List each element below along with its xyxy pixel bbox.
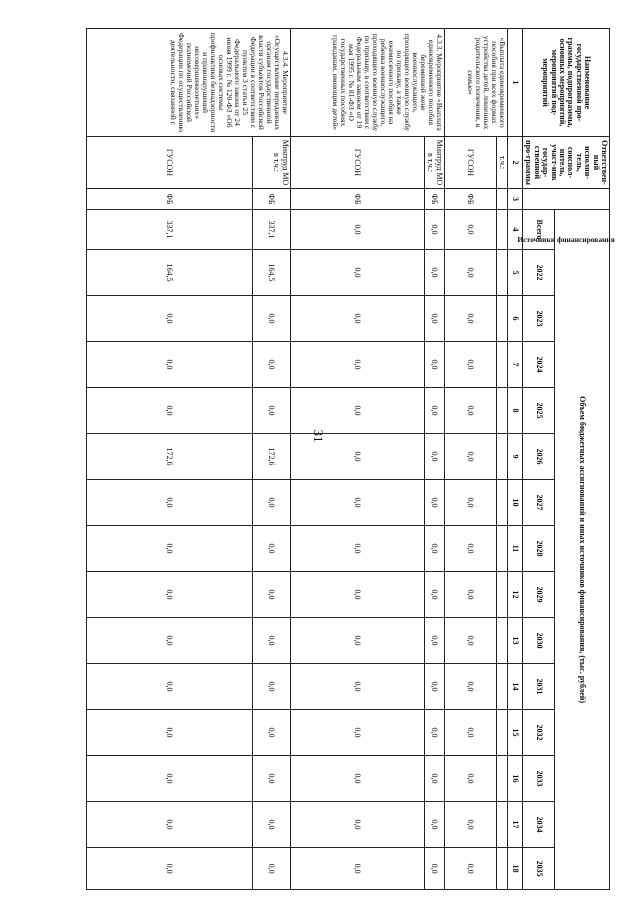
value-cell: 0,0 — [444, 618, 496, 664]
header-year: 2034 — [523, 802, 555, 848]
value-cell: 0,0 — [252, 710, 290, 756]
value-cell: 0,0 — [424, 250, 444, 296]
column-number: 3 — [508, 189, 523, 210]
header-year: 2033 — [523, 756, 555, 802]
value-cell: 0,0 — [424, 848, 444, 890]
table-row — [424, 29, 444, 890]
responsible: ГУСОН — [444, 137, 496, 189]
header-year: 2032 — [523, 710, 555, 756]
value-cell: 0,0 — [290, 526, 424, 572]
value-cell: 0,0 — [424, 572, 444, 618]
value-cell: 0,0 — [444, 342, 496, 388]
measure-name: 4.3.4. Мероприятие «Осуществление переданных органам государственной власти субъектов Российской Федерации в соответствии с пунктом 3 статьи 25 Федерального закона от 24 июня 1999 г. № 120-ФЗ «Об основах системы профилактики безнадзорности и правонарушений несовершеннолетних» полномочий Российской Федерации по осуществлению деятельности, связанной с — [86, 29, 290, 137]
column-number: 4 — [508, 210, 523, 250]
column-number: 12 — [508, 572, 523, 618]
measure-name: 4.3.3. Мероприятие «Выплата единовременного пособия беременной жене военнослужащего, проходящего военную службу по призыву, а также ежемесячного пособия на ребенка военнослужащего, проходящего военную службу по призыву, в соответствии с Федеральным законом от 19 мая 1995 г. № 81-ФЗ «О государственных пособиях гражданам, имеющим детей» — [290, 29, 444, 137]
column-number: 9 — [508, 434, 523, 480]
header-year: 2024 — [523, 342, 555, 388]
header-total: Всего — [523, 210, 555, 250]
value-cell: 172,6 — [86, 434, 252, 480]
value-cell: 0,0 — [424, 526, 444, 572]
value-cell: 0,0 — [252, 296, 290, 342]
funding-source: ФБ — [444, 189, 496, 210]
column-number: 13 — [508, 618, 523, 664]
column-number: 7 — [508, 342, 523, 388]
value-cell: 0,0 — [86, 572, 252, 618]
table-row — [290, 29, 424, 890]
column-number: 15 — [508, 710, 523, 756]
header-year: 2026 — [523, 434, 555, 480]
value-cell: 172,6 — [252, 434, 290, 480]
value-cell: 0,0 — [252, 342, 290, 388]
value-cell: 0,0 — [86, 526, 252, 572]
column-number: 2 — [508, 137, 523, 189]
value-cell: 0,0 — [86, 296, 252, 342]
funding-table — [86, 28, 616, 890]
value-cell: 0,0 — [252, 756, 290, 802]
header-year: 2023 — [523, 296, 555, 342]
value-cell: 0,0 — [444, 572, 496, 618]
value-cell: 0,0 — [290, 756, 424, 802]
table-row — [444, 29, 496, 890]
value-cell: 0,0 — [424, 756, 444, 802]
value-cell: 0,0 — [444, 250, 496, 296]
value-cell: 0,0 — [252, 480, 290, 526]
value-cell: 0,0 — [290, 480, 424, 526]
header-year: 2035 — [523, 848, 555, 890]
value-cell: 0,0 — [86, 710, 252, 756]
value-cell: 0,0 — [290, 342, 424, 388]
value-cell: 0,0 — [290, 388, 424, 434]
column-number: 1 — [508, 29, 523, 137]
funding-source: ФБ — [290, 189, 424, 210]
value-cell: 0,0 — [252, 664, 290, 710]
responsible: ГУСОН — [86, 137, 252, 189]
header-year: 2027 — [523, 480, 555, 526]
value-cell: 0,0 — [86, 388, 252, 434]
value-cell: 0,0 — [444, 388, 496, 434]
funding-source: ФБ — [86, 189, 252, 210]
value-cell: 164,5 — [252, 250, 290, 296]
value-cell: 0,0 — [290, 250, 424, 296]
value-cell: 0,0 — [444, 664, 496, 710]
column-number: 18 — [508, 848, 523, 890]
responsible-note: Минтруд МО в т.ч.: — [424, 137, 444, 189]
value-cell: 0,0 — [290, 434, 424, 480]
value-cell: 0,0 — [290, 710, 424, 756]
value-total: 337,1 — [252, 210, 290, 250]
value-cell: 0,0 — [290, 296, 424, 342]
rotated-table-container — [60, 28, 616, 885]
funding-source: ФБ — [424, 189, 444, 210]
value-cell: 0,0 — [86, 802, 252, 848]
table-row — [496, 29, 507, 890]
header-name: Наименование государственной про-граммы, подпрограммы, основных мероприятий, мероприятий под-мероприятий — [523, 29, 610, 137]
value-cell: 0,0 — [252, 526, 290, 572]
responsible: ГУСОН — [290, 137, 424, 189]
column-number: 16 — [508, 756, 523, 802]
header-responsible: Ответствен-ный исполни-тель, соиспол-нитель, участ-ник государ-ственной про-граммы — [523, 137, 610, 189]
header-year: 2030 — [523, 618, 555, 664]
value-total: 337,1 — [86, 210, 252, 250]
value-cell: 0,0 — [252, 618, 290, 664]
column-number: 10 — [508, 480, 523, 526]
responsible-note: т.ч.: — [496, 137, 507, 189]
value-cell: 0,0 — [86, 664, 252, 710]
header-year: 2022 — [523, 250, 555, 296]
value-cell: 0,0 — [252, 572, 290, 618]
value-cell: 0,0 — [444, 756, 496, 802]
value-total: 0,0 — [290, 210, 424, 250]
value-cell: 0,0 — [444, 296, 496, 342]
value-cell: 0,0 — [290, 572, 424, 618]
column-numbers-row — [508, 29, 523, 890]
value-cell: 0,0 — [86, 342, 252, 388]
header-row-1 — [555, 29, 610, 890]
value-cell: 0,0 — [290, 618, 424, 664]
value-cell: 0,0 — [444, 526, 496, 572]
value-total: 0,0 — [444, 210, 496, 250]
value-cell: 0,0 — [252, 388, 290, 434]
measure-name: «Выплата единовременного пособия при всех формах устройства детей, лишенных родительского попечения, в семью» — [444, 29, 507, 137]
value-cell: 0,0 — [290, 848, 424, 890]
page-number: 31 — [311, 429, 326, 443]
header-year: 2025 — [523, 388, 555, 434]
value-cell: 0,0 — [424, 710, 444, 756]
header-source: Источники финансирования — [523, 189, 610, 210]
value-cell: 0,0 — [86, 848, 252, 890]
value-total: 0,0 — [424, 210, 444, 250]
value-cell: 0,0 — [424, 618, 444, 664]
column-number: 6 — [508, 296, 523, 342]
value-cell: 0,0 — [252, 848, 290, 890]
value-cell: 0,0 — [252, 802, 290, 848]
value-cell: 0,0 — [290, 664, 424, 710]
value-cell: 0,0 — [444, 480, 496, 526]
value-cell: 0,0 — [290, 802, 424, 848]
value-cell: 0,0 — [86, 756, 252, 802]
column-number: 8 — [508, 388, 523, 434]
value-cell: 0,0 — [444, 710, 496, 756]
column-number: 17 — [508, 802, 523, 848]
table-row — [86, 29, 252, 890]
header-year: 2029 — [523, 572, 555, 618]
value-cell: 0,0 — [86, 480, 252, 526]
value-cell: 0,0 — [424, 802, 444, 848]
column-number: 11 — [508, 526, 523, 572]
value-cell: 0,0 — [86, 618, 252, 664]
value-cell: 0,0 — [424, 296, 444, 342]
value-cell: 0,0 — [444, 848, 496, 890]
header-funding: Объем бюджетных ассигнований и иных источников финансирования, (тыс. рублей) — [555, 210, 610, 890]
value-cell: 0,0 — [444, 434, 496, 480]
value-cell: 0,0 — [424, 480, 444, 526]
value-cell: 0,0 — [424, 664, 444, 710]
value-cell: 0,0 — [444, 802, 496, 848]
funding-source: ФБ — [252, 189, 290, 210]
header-year: 2028 — [523, 526, 555, 572]
header-year: 2031 — [523, 664, 555, 710]
column-number: 5 — [508, 250, 523, 296]
responsible-note: Минтруд МО в т.ч.: — [252, 137, 290, 189]
value-cell: 164,5 — [86, 250, 252, 296]
table-row — [252, 29, 290, 890]
value-cell: 0,0 — [424, 434, 444, 480]
column-number: 14 — [508, 664, 523, 710]
value-cell: 0,0 — [424, 388, 444, 434]
value-cell: 0,0 — [424, 342, 444, 388]
